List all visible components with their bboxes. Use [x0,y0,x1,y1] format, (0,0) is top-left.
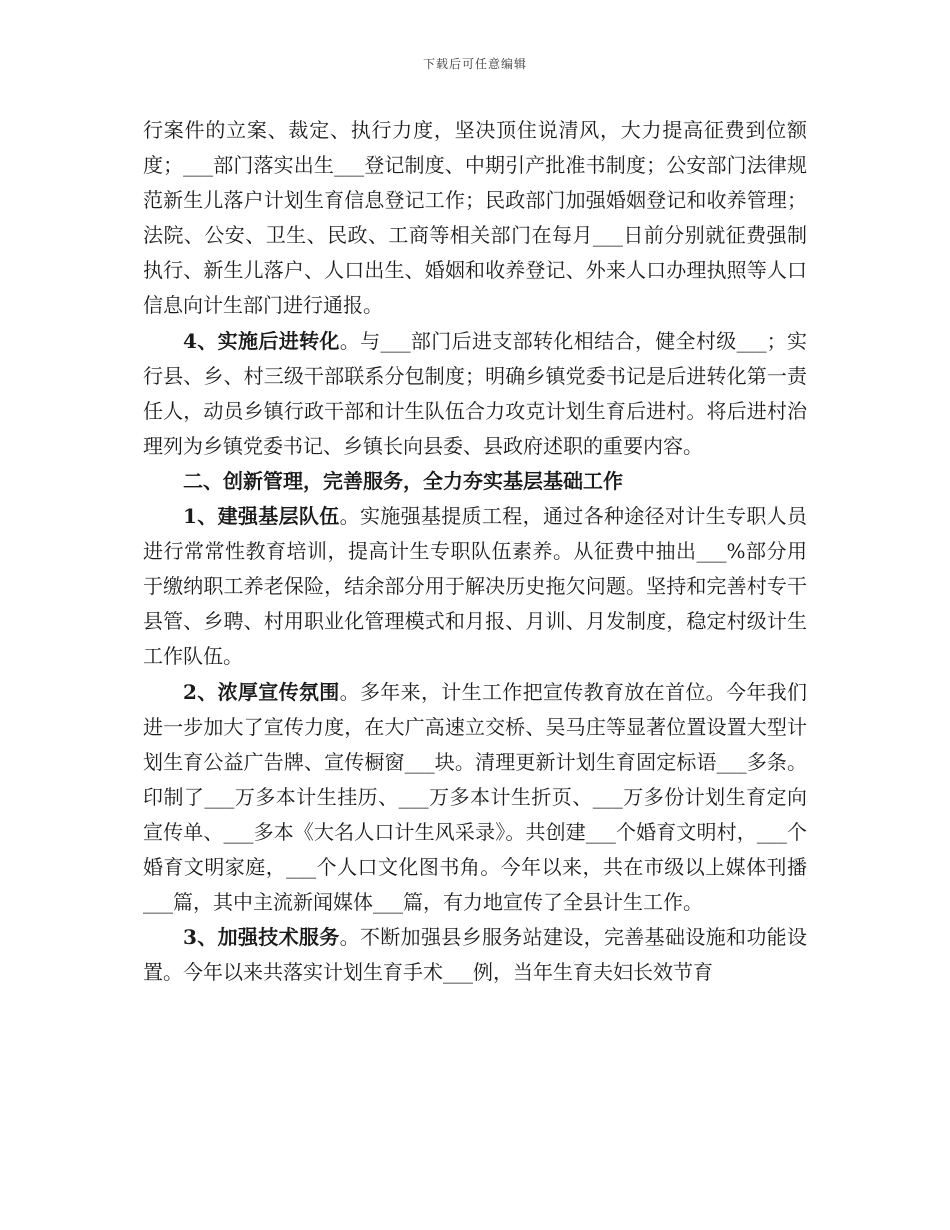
page-header-note: 下载后可任意编辑 [422,57,527,71]
paragraph-lead: 4、实施后进转化 [183,328,340,353]
paragraph-grassroots-team [143,499,807,674]
document-body [143,113,807,990]
paragraph-text: 。实施强基提质工程，通过各种途径对计生专职人员进行常常性教育培训，提高计生专职队伍素养。从征费中抽出___%部分用于缴纳职工养老保险，结余部分用于解决历史拖欠问题。坚持和完善村专干县管、乡聘、村用职业化管理模式和月报、月训、月发制度，稳定村级计生工作队伍。 [143,504,807,669]
paragraph-text: 。与___部门后进支部转化相结合，健全村级___；实行县、乡、村三级干部联系分包制度；明确乡镇党委书记是后进转化第一责任人，动员乡镇行政干部和计生队伍合力攻克计划生育后进村。将后进村治理列为乡镇党委书记、乡镇长向县委、县政府述职的重要内容。 [143,328,807,458]
section-heading: 二、创新管理，完善服务，全力夯实基层基础工作 [183,468,623,493]
paragraph-technical-service [143,920,807,990]
paragraph-text: 。不断加强县乡服务站建设，完善基础设施和功能设置。今年以来共落实计划生育手术___例，当年生育夫妇长效节育 [143,925,807,985]
paragraph-backward-transformation [143,324,807,464]
paragraph-text: 。多年来，计生工作把宣传教育放在首位。今年我们进一步加大了宣传力度，在大广高速立交桥、吴马庄等显著位置设置大型计划生育公益广告牌、宣传橱窗___块。清理更新计划生育固定标语___多条。印制了___万多本计生挂历、___万多本计生折页、___万多份计划生育定向宣传单、___多本《大名人口计生风采录》。共创建___个婚育文明村，___个婚育文明家庭，___个人口文化图书角。今年以来，共在市级以上媒体刊播___篇，其中主流新闻媒体___篇，有力地宣传了全县计生工作。 [143,679,807,915]
paragraph-lead: 3、加强技术服务 [183,925,340,950]
paragraph-lead: 2、浓厚宣传氛围 [183,679,340,704]
paragraph-lead: 1、建强基层队伍 [183,504,340,529]
paragraph-continued: 行案件的立案、裁定、执行力度，坚决顶住说清风，大力提高征费到位额度；___部门落实出生___登记制度、中期引产批准书制度；公安部门法律规范新生儿落户计划生育信息登记工作；民政部门加强婚姻登记和收养管理；法院、公安、卫生、民政、工商等相关部门在每月___日前分别就征费强制执行、新生儿落户、人口出生、婚姻和收养登记、外来人口办理执照等人口信息向计生部门进行通报。 [143,118,807,318]
paragraph-publicity [143,675,807,921]
